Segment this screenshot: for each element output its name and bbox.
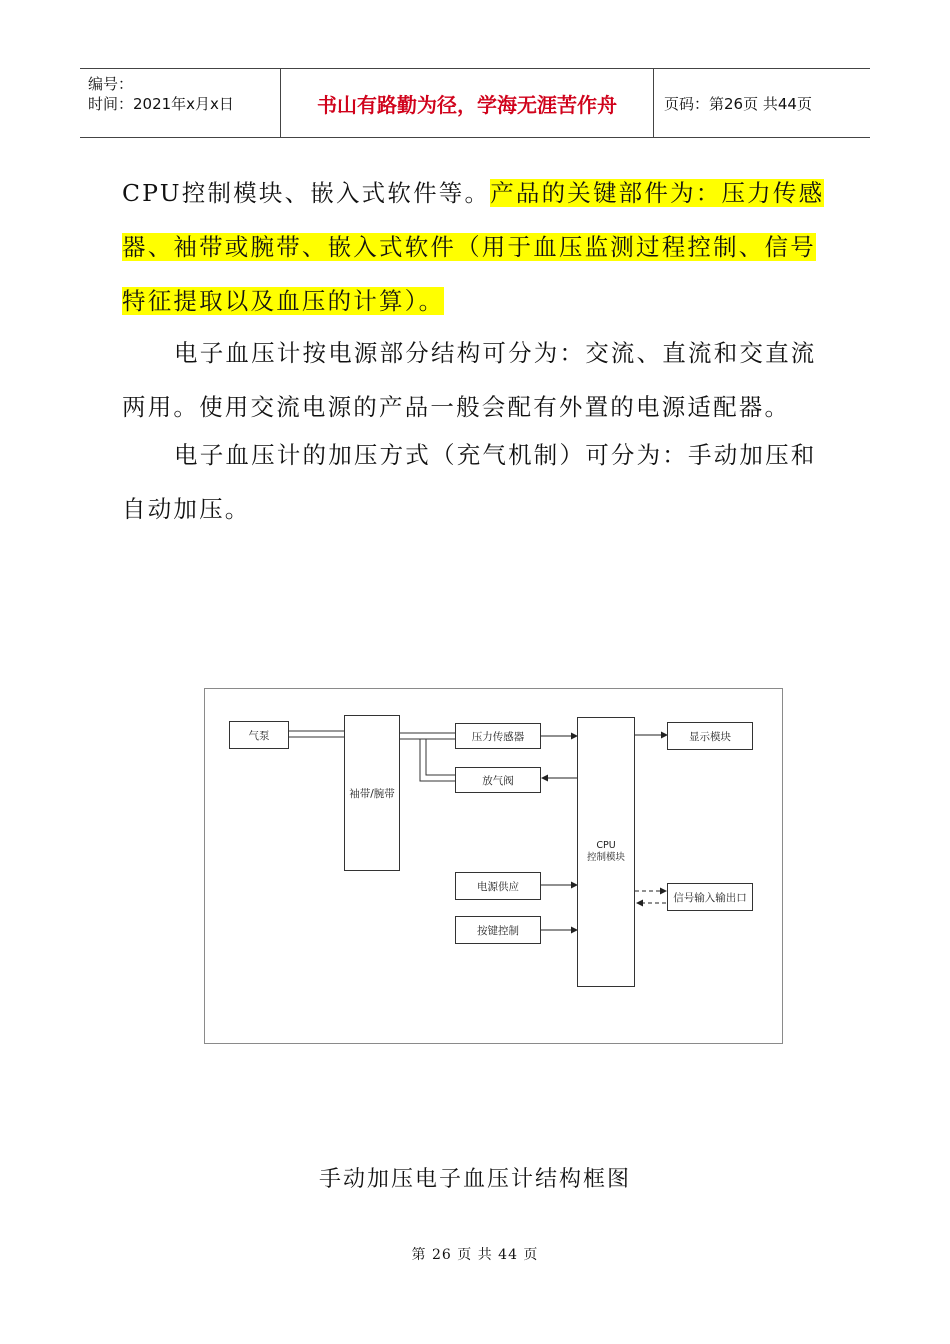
paragraph-2	[122, 326, 822, 434]
header-meta	[80, 69, 281, 137]
paragraph-1	[122, 166, 825, 328]
cuff-valve-line-b	[426, 739, 455, 775]
para3-line2: 自动加压。	[122, 495, 251, 523]
page-footer: 第 26 页 共 44 页	[411, 1247, 539, 1263]
para3-line1: 电子血压计的加压方式（充气机制）可分为：手动加压和	[174, 441, 817, 469]
sensor-label: 压力传感器	[471, 730, 525, 743]
display-box	[667, 722, 753, 750]
cpu-label-2: 控制模块	[586, 852, 625, 863]
power-label: 电源供应	[477, 880, 519, 893]
power-box	[455, 872, 541, 900]
cuff-label: 袖带/腕带	[349, 787, 395, 800]
para1-line2	[122, 220, 822, 274]
cuff-box	[344, 715, 400, 871]
cpu-box	[577, 717, 635, 987]
motto-text: 书山有路勤为径，学海无涯苦作舟	[317, 92, 617, 117]
keys-box	[455, 916, 541, 944]
date-label: 时间：2021年x月x日	[88, 95, 234, 113]
display-label: 显示模块	[689, 730, 731, 743]
para1-highlight-2: 器、袖带或腕带、嵌入式软件（用于血压监测过程控制、信号	[122, 233, 816, 261]
figure-caption: 手动加压电子血压计结构框图	[318, 1167, 631, 1192]
pump-label: 气泵	[248, 729, 270, 742]
header-motto	[281, 69, 654, 137]
para1-line3	[122, 274, 822, 328]
structure-diagram	[204, 688, 783, 1044]
para1-highlight-3: 特征提取以及血压的计算）。	[122, 287, 445, 315]
page-header	[80, 68, 870, 138]
paragraph-3	[122, 428, 822, 536]
io-label: 信号输入输出口	[673, 891, 747, 904]
header-page-info	[654, 69, 870, 137]
valve-box	[455, 767, 541, 793]
page-info-text: 页码：第26页 共44页	[664, 94, 812, 113]
valve-label: 放气阀	[482, 774, 514, 787]
para2-line2: 两用。使用交流电源的产品一般会配有外置的电源适配器。	[122, 393, 791, 421]
para1-line1	[122, 166, 825, 220]
cpu-label-1: CPU	[596, 840, 616, 851]
number-label: 编号：	[88, 75, 134, 93]
io-box	[667, 883, 753, 911]
para2-line1: 电子血压计按电源部分结构可分为：交流、直流和交直流	[174, 339, 817, 367]
para1-plain: CPU控制模块、嵌入式软件等。	[122, 179, 491, 207]
pump-box	[229, 721, 289, 749]
keys-label: 按键控制	[477, 924, 519, 937]
sensor-box	[455, 723, 541, 749]
para1-highlight-1: 产品的关键部件为：压力传感	[490, 179, 825, 207]
